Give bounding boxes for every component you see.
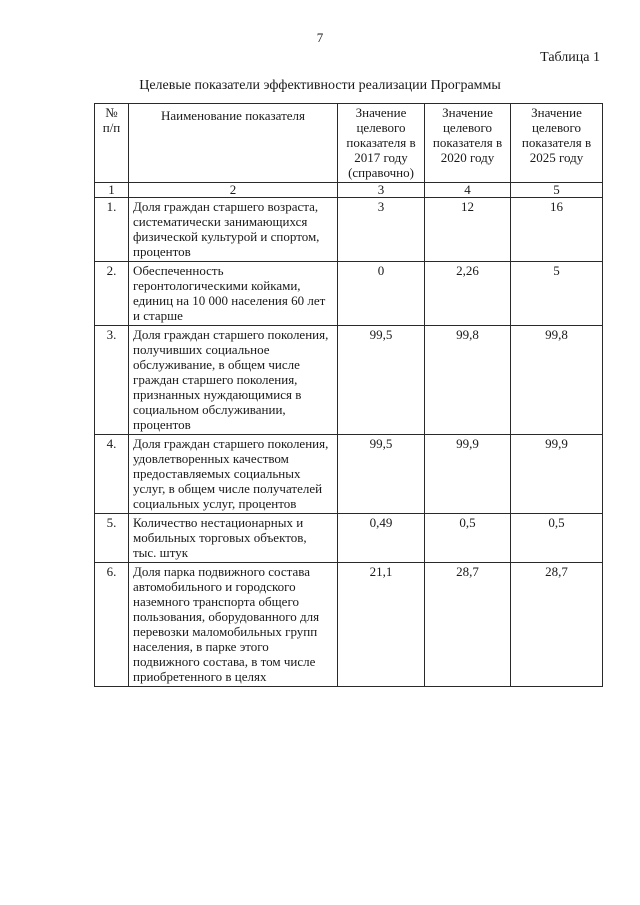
column-index-cell: 3 <box>338 183 425 198</box>
value-2020: 0,5 <box>425 514 511 563</box>
row-number: 3. <box>95 326 129 435</box>
value-2017: 3 <box>338 198 425 262</box>
header-value-2020: Значение целевого показателя в 2020 году <box>425 104 511 183</box>
value-2020: 2,26 <box>425 262 511 326</box>
header-value-2025: Значение целевого показателя в 2025 году <box>511 104 603 183</box>
document-title: Целевые показатели эффективности реализации Программы <box>139 78 501 93</box>
header-indicator-name: Наименование показателя <box>129 104 338 183</box>
row-number: 1. <box>95 198 129 262</box>
value-2020: 28,7 <box>425 563 511 687</box>
column-index-cell: 2 <box>129 183 338 198</box>
indicator-name: Обеспеченность геронтологическими койками, единиц на 10 000 населения 60 лет и старше <box>129 262 338 326</box>
value-2020: 99,9 <box>425 435 511 514</box>
indicators-table <box>94 103 603 687</box>
value-2017: 0 <box>338 262 425 326</box>
table-label: Таблица 1 <box>540 50 600 65</box>
header-value-2017: Значение целевого показателя в 2017 году (справочно) <box>338 104 425 183</box>
value-2020: 12 <box>425 198 511 262</box>
row-number: 5. <box>95 514 129 563</box>
indicator-name: Доля граждан старшего поколения, удовлетворенных качеством предоставляемых социальных услуг, в общем числе получателей социальных услуг, процентов <box>129 435 338 514</box>
table-header-row <box>95 104 603 183</box>
value-2017: 99,5 <box>338 326 425 435</box>
indicator-name: Доля граждан старшего возраста, систематически занимающихся физической культурой и спортом, процентов <box>129 198 338 262</box>
indicator-name: Доля граждан старшего поколения, получивших социальное обслуживание, в общем числе граждан старшего поколения, признанных нуждающимися в социальном обслуживании, процентов <box>129 326 338 435</box>
header-num: № п/п <box>95 104 129 183</box>
value-2025: 99,9 <box>511 435 603 514</box>
table-row <box>95 262 603 326</box>
row-number: 6. <box>95 563 129 687</box>
value-2017: 99,5 <box>338 435 425 514</box>
row-number: 4. <box>95 435 129 514</box>
value-2017: 0,49 <box>338 514 425 563</box>
page-number: 7 <box>316 30 324 45</box>
value-2020: 99,8 <box>425 326 511 435</box>
table-row <box>95 435 603 514</box>
value-2025: 28,7 <box>511 563 603 687</box>
column-index-cell: 4 <box>425 183 511 198</box>
table-row <box>95 563 603 687</box>
column-index-cell: 1 <box>95 183 129 198</box>
table-row <box>95 198 603 262</box>
row-number: 2. <box>95 262 129 326</box>
indicator-name: Количество нестационарных и мобильных торговых объектов, тыс. штук <box>129 514 338 563</box>
value-2025: 99,8 <box>511 326 603 435</box>
table-row <box>95 514 603 563</box>
value-2025: 0,5 <box>511 514 603 563</box>
value-2017: 21,1 <box>338 563 425 687</box>
value-2025: 5 <box>511 262 603 326</box>
value-2025: 16 <box>511 198 603 262</box>
column-index-row <box>95 183 603 198</box>
column-index-cell: 5 <box>511 183 603 198</box>
table-row <box>95 326 603 435</box>
indicator-name: Доля парка подвижного состава автомобильного и городского наземного транспорта общего пользования, оборудованного для перевозки маломобильных групп населения, в парке этого подвижного состава, в том числе приобретенного в целях <box>129 563 338 687</box>
